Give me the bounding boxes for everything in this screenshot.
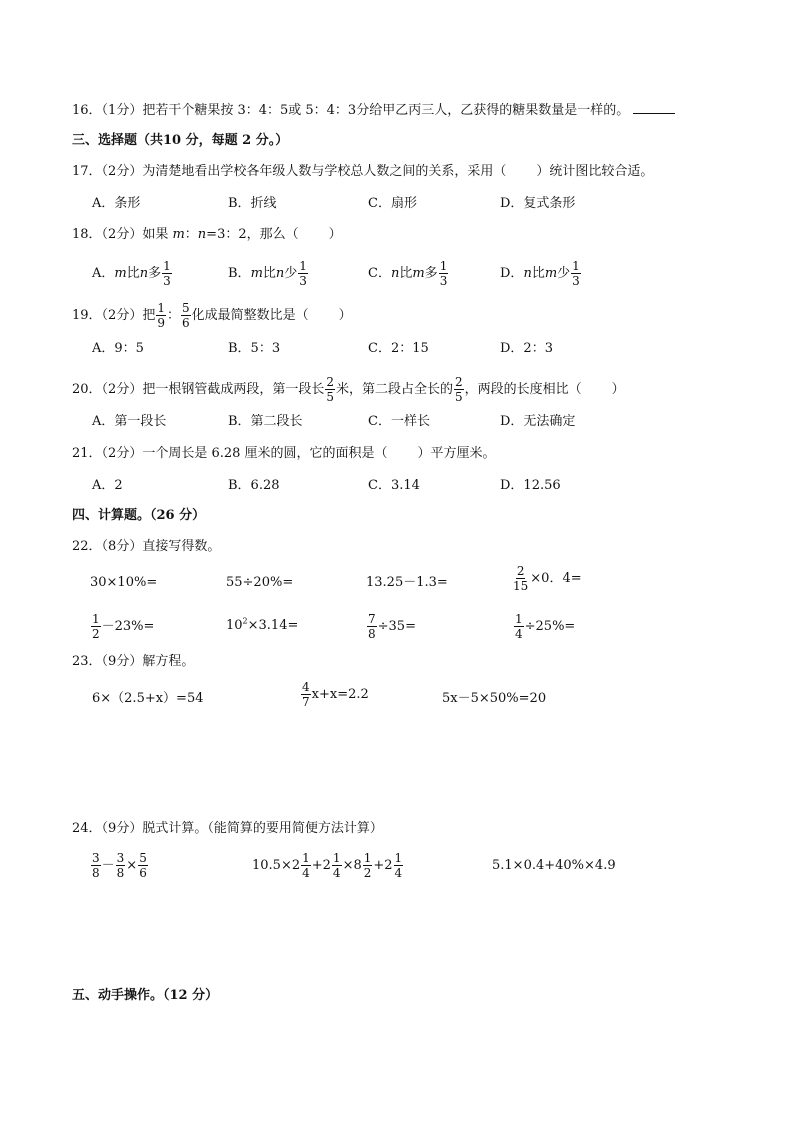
denominator: 3 [572, 274, 580, 288]
answer-blank[interactable] [633, 112, 675, 114]
expression-3: 5.1×0.4+40%×4.9 [492, 858, 616, 873]
denominator: 15 [513, 579, 529, 593]
question-20-text: 20．（2分）把一根钢管截成两段，第一段长 [72, 382, 325, 397]
var-n: n [197, 227, 207, 242]
question-21 [72, 445, 496, 463]
numerator: 1 [302, 851, 310, 865]
numerator: 3 [116, 851, 125, 865]
calc-item: 13.25－1.3= [366, 575, 448, 590]
denominator: 3 [299, 274, 307, 288]
var-m: m [172, 227, 185, 242]
question-20-tail: ，两段的长度相比（ [464, 382, 582, 397]
q19-option-c[interactable]: C．2：15 [368, 341, 429, 356]
numerator: 1 [332, 851, 341, 865]
fraction [181, 302, 191, 329]
q21-option-a[interactable]: A．2 [92, 478, 123, 493]
question-17-text: 17．（2分）为清楚地看出学校各年级人数与学校总人数之间的关系，采用（ [72, 164, 507, 179]
option-word: 比 [531, 266, 545, 281]
q17-option-c[interactable]: C．扇形 [368, 196, 417, 211]
question-17-tail: ）统计图比较合适。 [536, 164, 654, 179]
question-24-title: 24．（9分）脱式计算。（能简算的要用简便方法计算） [72, 821, 383, 836]
option-label: C． [368, 266, 391, 281]
q18-option-b[interactable] [228, 260, 309, 287]
option-label: B． [228, 266, 251, 281]
fraction [571, 260, 581, 287]
option-word: 比 [262, 266, 276, 281]
fraction [514, 613, 524, 640]
option-word: 比 [399, 266, 413, 281]
option-word: 少 [284, 266, 298, 281]
close-paren: ） [338, 308, 352, 323]
fraction [363, 852, 373, 879]
section-5-title: 五、动手操作。（12 分） [72, 988, 219, 1003]
option-label: D． [500, 266, 524, 281]
question-19 [72, 302, 352, 329]
calc-item: 55÷20%= [226, 575, 294, 590]
fraction [301, 852, 311, 879]
expr-part: +2 [311, 858, 331, 873]
denominator: 4 [515, 627, 523, 641]
numerator: 7 [368, 612, 376, 626]
q18-option-d[interactable] [500, 260, 582, 287]
q18-option-a[interactable] [92, 260, 173, 287]
question-17 [72, 163, 653, 181]
ratio-text: =3：2，那么（ [206, 227, 299, 242]
question-20-mid: 米，第二段占全长的 [335, 382, 453, 397]
denominator: 8 [368, 627, 376, 641]
denominator: 6 [181, 316, 190, 330]
numerator: 1 [363, 851, 372, 865]
calc-item: 30×10%= [90, 575, 158, 590]
denominator: 2 [363, 866, 372, 880]
equation-3: 5x－5×50%=20 [442, 691, 547, 706]
option-word: 多 [424, 266, 438, 281]
numerator: 2 [454, 375, 463, 389]
section-4-title: 四、计算题。（26 分） [72, 508, 206, 523]
numerator: 1 [515, 612, 523, 626]
denominator: 6 [139, 866, 147, 880]
equation-tail: x+x=2.2 [311, 687, 369, 702]
var: m [412, 266, 425, 281]
calc-item [366, 613, 416, 640]
fraction [325, 376, 335, 403]
equation-1: 6×（2.5+x）=54 [92, 691, 204, 706]
var: m [544, 266, 558, 281]
fraction [116, 852, 126, 879]
q17-option-b[interactable]: B．折线 [228, 196, 277, 211]
fraction [512, 565, 529, 592]
equation-2 [300, 681, 369, 708]
expression-2 [252, 852, 404, 879]
base: 10 [226, 618, 243, 633]
denominator: 4 [332, 866, 341, 880]
q18-option-c[interactable] [368, 260, 449, 287]
q21-option-c[interactable]: C．3.14 [368, 478, 420, 493]
q19-option-d[interactable]: D．2：3 [500, 341, 553, 356]
numerator: 1 [394, 851, 403, 865]
question-23-title: 23．（9分）解方程。 [72, 654, 195, 669]
numerator: 4 [302, 680, 310, 694]
close-paren: ） [611, 382, 625, 397]
fraction [332, 852, 342, 879]
denominator: 2 [92, 627, 100, 641]
numerator: 3 [92, 851, 100, 865]
fraction [439, 260, 449, 287]
fraction [367, 613, 377, 640]
var: n [139, 266, 149, 281]
denominator: 3 [163, 274, 171, 288]
calc-tail: ÷35= [377, 619, 416, 634]
close-paren: ） [328, 227, 342, 242]
numerator: 1 [439, 259, 448, 273]
question-16 [72, 102, 675, 120]
calc-item [513, 613, 575, 640]
denominator: 3 [439, 274, 448, 288]
calc-tail: －23%= [101, 619, 155, 634]
numerator: 1 [299, 259, 307, 273]
numerator: 2 [516, 564, 525, 578]
denominator: 8 [116, 866, 125, 880]
option-word: 多 [148, 266, 162, 281]
question-18-text: 18．（2分）如果 [72, 227, 173, 242]
option-word: 少 [557, 266, 571, 281]
operator: － [101, 858, 115, 873]
numerator: 1 [572, 259, 580, 273]
numerator: 5 [181, 301, 190, 315]
section-3-title: 三、选择题（共10 分，每题 2 分。） [72, 133, 289, 148]
q19-option-b[interactable]: B．5：3 [228, 341, 281, 356]
calc-item [90, 613, 154, 640]
calc-tail: ÷25%= [524, 619, 576, 634]
var: n [275, 266, 285, 281]
denominator: 4 [394, 866, 403, 880]
q17-option-a[interactable]: A．条形 [92, 196, 141, 211]
calc-tail: ×0．4= [530, 571, 582, 586]
var: n [523, 266, 532, 281]
expr-part: +2 [373, 858, 393, 873]
var: m [250, 266, 263, 281]
denominator: 9 [157, 316, 165, 330]
fraction [91, 613, 101, 640]
numerator: 1 [92, 612, 100, 626]
q20-option-d[interactable]: D．无法确定 [500, 414, 576, 429]
fraction [162, 260, 172, 287]
denominator: 5 [454, 390, 463, 404]
q21-option-d[interactable]: D．12.56 [500, 478, 561, 493]
expression-1 [90, 852, 149, 879]
numerator: 5 [139, 851, 147, 865]
denominator: 4 [302, 866, 310, 880]
fraction [394, 852, 404, 879]
exponent: 2 [242, 616, 248, 626]
numerator: 1 [157, 301, 165, 315]
option-label: A． [92, 266, 115, 281]
question-22-title: 22．（8分）直接写得数。 [72, 539, 221, 554]
question-20 [72, 376, 625, 403]
colon: ： [166, 308, 180, 323]
question-19-mid: 化成最简整数比是（ [191, 308, 309, 323]
expr-part: ×8 [342, 858, 362, 873]
calc-item [226, 617, 298, 635]
q21-option-b[interactable]: B．6.28 [228, 478, 280, 493]
operator: × [126, 858, 138, 873]
question-16-text: 16．（1分）把若干个糖果按 3：4：5或 5：4：3分给甲乙丙三人，乙获得的糖果数量是一样的。 [72, 103, 630, 118]
calc-tail: ×3.14= [247, 618, 299, 633]
denominator: 5 [326, 390, 334, 404]
q20-option-a[interactable]: A．第一段长 [92, 414, 167, 429]
calc-item [511, 565, 582, 592]
question-18 [72, 226, 342, 244]
numerator: 2 [326, 375, 334, 389]
expr-part: 10.5×2 [252, 858, 301, 873]
q19-option-a[interactable]: A．9：5 [92, 341, 144, 356]
fraction [91, 852, 101, 879]
q20-option-b[interactable]: B．第二段长 [228, 414, 303, 429]
fraction [454, 376, 464, 403]
fraction [298, 260, 308, 287]
question-21-text: 21．（2分）一个周长是 6.28 厘米的圆，它的面积是（ [72, 446, 388, 461]
denominator: 7 [302, 695, 310, 709]
q20-option-c[interactable]: C．一样长 [368, 414, 430, 429]
q17-option-d[interactable]: D．复式条形 [500, 196, 576, 211]
fraction [301, 681, 311, 708]
fraction [138, 852, 148, 879]
var: n [390, 266, 400, 281]
denominator: 8 [92, 866, 100, 880]
numerator: 1 [163, 259, 171, 273]
colon: ： [184, 227, 198, 242]
option-word: 比 [126, 266, 140, 281]
question-21-tail: ）平方厘米。 [417, 446, 496, 461]
question-19-text: 19．（2分）把 [72, 308, 156, 323]
var: m [114, 266, 127, 281]
fraction [156, 302, 166, 329]
